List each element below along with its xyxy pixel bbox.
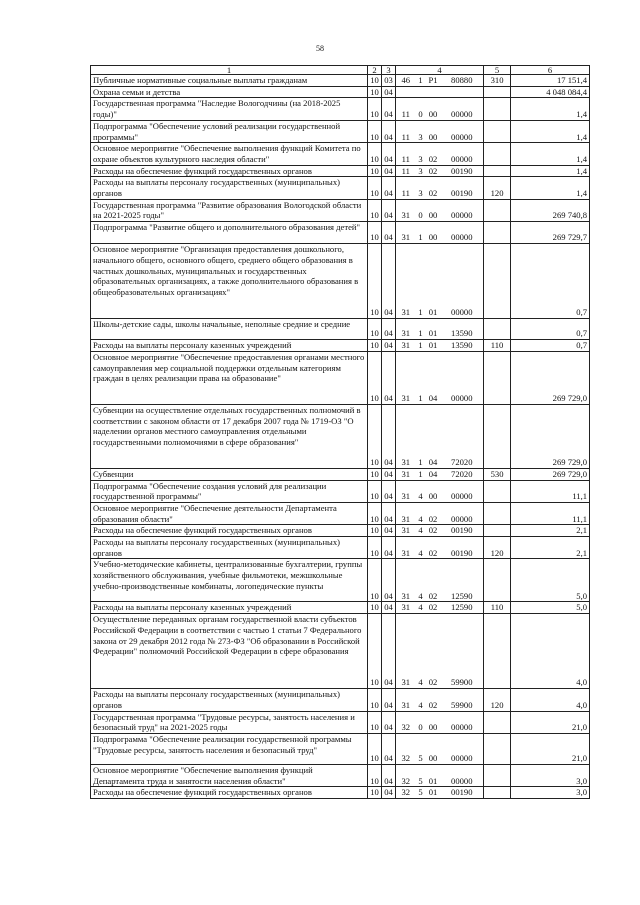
table-row bbox=[91, 340, 590, 352]
header-cell-amount: 6 bbox=[511, 66, 590, 75]
table-row bbox=[91, 502, 590, 524]
budget-table bbox=[90, 65, 590, 799]
activity-code: 01 bbox=[426, 319, 441, 340]
program-code: 11 bbox=[396, 143, 416, 165]
row-name: Субвенции bbox=[91, 468, 368, 480]
activity-code: 02 bbox=[426, 143, 441, 165]
subprogram-code: 5 bbox=[416, 733, 426, 764]
activity-code: 02 bbox=[426, 525, 441, 537]
section-code: 10 bbox=[368, 340, 382, 352]
expense-type-code bbox=[484, 787, 511, 799]
expense-type-code bbox=[484, 143, 511, 165]
expense-type-code bbox=[484, 480, 511, 502]
subprogram-code: 1 bbox=[416, 468, 426, 480]
program-code: 31 bbox=[396, 537, 416, 559]
program-code: 31 bbox=[396, 351, 416, 404]
program-code: 31 bbox=[396, 602, 416, 614]
table-row bbox=[91, 764, 590, 786]
expense-type-code bbox=[484, 404, 511, 468]
table-row bbox=[91, 559, 590, 602]
table-row bbox=[91, 525, 590, 537]
section-code: 10 bbox=[368, 351, 382, 404]
direction-code: 00190 bbox=[441, 525, 484, 537]
amount: 11,1 bbox=[511, 480, 590, 502]
direction-code: 72020 bbox=[441, 404, 484, 468]
table-row bbox=[91, 177, 590, 199]
subsection-code: 04 bbox=[382, 614, 396, 689]
activity-code: 02 bbox=[426, 537, 441, 559]
activity-code: 00 bbox=[426, 711, 441, 733]
activity-code: 00 bbox=[426, 480, 441, 502]
program-code: 31 bbox=[396, 199, 416, 221]
subprogram-code: 1 bbox=[416, 340, 426, 352]
row-name: Охрана семьи и детства bbox=[91, 86, 368, 98]
section-code: 10 bbox=[368, 711, 382, 733]
row-name: Учебно-методические кабинеты, централизованные бухгалтерии, группы хозяйственного обслуживания, учебные фильмотеки, межшкольные учебно-производственные комбинаты, логопедические пункты bbox=[91, 559, 368, 602]
subprogram-code: 1 bbox=[416, 222, 426, 244]
activity-code: 04 bbox=[426, 468, 441, 480]
direction-code: 00000 bbox=[441, 711, 484, 733]
header-cell-name: 1 bbox=[91, 66, 368, 75]
amount: 1,4 bbox=[511, 120, 590, 142]
row-name: Расходы на выплаты персоналу государственных (муниципальных) органов bbox=[91, 177, 368, 199]
direction-code: 00190 bbox=[441, 787, 484, 799]
amount: 4,0 bbox=[511, 689, 590, 711]
table-row bbox=[91, 98, 590, 120]
table-row bbox=[91, 86, 590, 98]
section-code: 10 bbox=[368, 614, 382, 689]
subprogram-code: 0 bbox=[416, 199, 426, 221]
section-code: 10 bbox=[368, 404, 382, 468]
direction-code: 72020 bbox=[441, 468, 484, 480]
expense-type-code bbox=[484, 319, 511, 340]
table-row bbox=[91, 75, 590, 87]
subsection-code: 04 bbox=[382, 525, 396, 537]
program-code: 31 bbox=[396, 525, 416, 537]
header-cell-section: 2 bbox=[368, 66, 382, 75]
subsection-code: 04 bbox=[382, 602, 396, 614]
row-name: Подпрограмма "Обеспечение реализации государственной программы "Трудовые ресурсы, занятость населения и безопасный труд" bbox=[91, 733, 368, 764]
amount: 5,0 bbox=[511, 559, 590, 602]
subprogram-code: 1 bbox=[416, 404, 426, 468]
subprogram-code: 1 bbox=[416, 75, 426, 87]
table-row bbox=[91, 143, 590, 165]
subprogram-code: 4 bbox=[416, 614, 426, 689]
activity-code: 01 bbox=[426, 787, 441, 799]
direction-code: 00000 bbox=[441, 733, 484, 764]
amount: 1,4 bbox=[511, 98, 590, 120]
table-row bbox=[91, 222, 590, 244]
subsection-code: 04 bbox=[382, 98, 396, 120]
program-code: 11 bbox=[396, 165, 416, 177]
program-code: 31 bbox=[396, 404, 416, 468]
direction-code: 80880 bbox=[441, 75, 484, 87]
subsection-code: 04 bbox=[382, 199, 396, 221]
direction-code: 00000 bbox=[441, 222, 484, 244]
program-code: 32 bbox=[396, 711, 416, 733]
section-code: 10 bbox=[368, 222, 382, 244]
program-code: 31 bbox=[396, 222, 416, 244]
header-cell-expense-type: 5 bbox=[484, 66, 511, 75]
table-row bbox=[91, 537, 590, 559]
subprogram-code: 1 bbox=[416, 319, 426, 340]
amount: 5,0 bbox=[511, 602, 590, 614]
direction-code: 00190 bbox=[441, 165, 484, 177]
program-code: 32 bbox=[396, 787, 416, 799]
program-code: 31 bbox=[396, 502, 416, 524]
activity-code: 00 bbox=[426, 733, 441, 764]
expense-type-code: 120 bbox=[484, 177, 511, 199]
amount: 2,1 bbox=[511, 525, 590, 537]
activity-code: 02 bbox=[426, 502, 441, 524]
expense-type-code bbox=[484, 222, 511, 244]
row-name: Основное мероприятие "Обеспечение предоставления органами местного самоуправления мер социальной поддержки отдельным категориям граждан в целях реализации права на образование" bbox=[91, 351, 368, 404]
program-code: 31 bbox=[396, 480, 416, 502]
amount: 0,7 bbox=[511, 244, 590, 319]
table-row bbox=[91, 319, 590, 340]
expense-type-code bbox=[484, 525, 511, 537]
row-name: Основное мероприятие "Обеспечение деятельности Департамента образования области" bbox=[91, 502, 368, 524]
amount: 4,0 bbox=[511, 614, 590, 689]
section-code: 10 bbox=[368, 689, 382, 711]
program-code: 11 bbox=[396, 98, 416, 120]
section-code: 10 bbox=[368, 602, 382, 614]
direction-code: 00000 bbox=[441, 98, 484, 120]
section-code: 10 bbox=[368, 98, 382, 120]
expense-type-code bbox=[484, 165, 511, 177]
amount: 3,0 bbox=[511, 764, 590, 786]
row-name: Государственная программа "Развитие образования Вологодской области на 2021-2025 годы" bbox=[91, 199, 368, 221]
section-code: 10 bbox=[368, 199, 382, 221]
subsection-code: 04 bbox=[382, 340, 396, 352]
direction-code: 00000 bbox=[441, 143, 484, 165]
activity-code: 02 bbox=[426, 165, 441, 177]
section-code: 10 bbox=[368, 143, 382, 165]
subsection-code: 03 bbox=[382, 75, 396, 87]
section-code: 10 bbox=[368, 480, 382, 502]
direction-code: 00000 bbox=[441, 351, 484, 404]
row-name: Публичные нормативные социальные выплаты гражданам bbox=[91, 75, 368, 87]
activity-code: 00 bbox=[426, 98, 441, 120]
activity-code: 00 bbox=[426, 199, 441, 221]
row-name: Расходы на обеспечение функций государственных органов bbox=[91, 787, 368, 799]
row-name: Государственная программа "Наследие Вологодчины (на 2018-2025 годы)" bbox=[91, 98, 368, 120]
direction-code: 12590 bbox=[441, 559, 484, 602]
subprogram-code: 4 bbox=[416, 689, 426, 711]
direction-code: 13590 bbox=[441, 340, 484, 352]
section-code: 10 bbox=[368, 244, 382, 319]
direction-code: 59900 bbox=[441, 689, 484, 711]
expense-type-code bbox=[484, 120, 511, 142]
direction-code: 12590 bbox=[441, 602, 484, 614]
expense-type-code bbox=[484, 351, 511, 404]
subprogram-code: 4 bbox=[416, 559, 426, 602]
program-code: 31 bbox=[396, 559, 416, 602]
activity-code: 02 bbox=[426, 559, 441, 602]
expense-type-code bbox=[484, 98, 511, 120]
subprogram-code: 1 bbox=[416, 244, 426, 319]
program-code: 31 bbox=[396, 319, 416, 340]
subsection-code: 04 bbox=[382, 86, 396, 98]
amount: 1,4 bbox=[511, 165, 590, 177]
subprogram-code: 3 bbox=[416, 165, 426, 177]
section-code: 10 bbox=[368, 559, 382, 602]
subsection-code: 04 bbox=[382, 689, 396, 711]
table-row bbox=[91, 480, 590, 502]
subsection-code: 04 bbox=[382, 559, 396, 602]
subprogram-code bbox=[416, 86, 426, 98]
row-name: Школы-детские сады, школы начальные, неполные средние и средние bbox=[91, 319, 368, 340]
activity-code: 04 bbox=[426, 404, 441, 468]
row-name: Расходы на обеспечение функций государственных органов bbox=[91, 165, 368, 177]
direction-code: 00190 bbox=[441, 537, 484, 559]
activity-code: 02 bbox=[426, 689, 441, 711]
activity-code: 02 bbox=[426, 177, 441, 199]
subsection-code: 04 bbox=[382, 351, 396, 404]
activity-code: 01 bbox=[426, 244, 441, 319]
program-code: 32 bbox=[396, 764, 416, 786]
activity-code: 04 bbox=[426, 351, 441, 404]
expense-type-code: 110 bbox=[484, 602, 511, 614]
subprogram-code: 5 bbox=[416, 764, 426, 786]
row-name: Осуществление переданных органам государственной власти субъектов Российской Федерации в соответствии с частью 1 статьи 7 Федерального закона от 29 декабря 2012 года № 273-ФЗ "Об образовании в Российской Федерации" полномочий Российской Федерации в сфере образования bbox=[91, 614, 368, 689]
section-code: 10 bbox=[368, 120, 382, 142]
subsection-code: 04 bbox=[382, 120, 396, 142]
direction-code: 00190 bbox=[441, 177, 484, 199]
section-code: 10 bbox=[368, 733, 382, 764]
row-name: Подпрограмма "Развитие общего и дополнительного образования детей" bbox=[91, 222, 368, 244]
subsection-code: 04 bbox=[382, 711, 396, 733]
table-row bbox=[91, 244, 590, 319]
amount: 11,1 bbox=[511, 502, 590, 524]
table-row bbox=[91, 787, 590, 799]
direction-code: 59900 bbox=[441, 614, 484, 689]
subsection-code: 04 bbox=[382, 537, 396, 559]
amount: 1,4 bbox=[511, 143, 590, 165]
table-row bbox=[91, 614, 590, 689]
activity-code bbox=[426, 86, 441, 98]
section-code: 10 bbox=[368, 537, 382, 559]
header-cell-program-code: 4 bbox=[396, 66, 484, 75]
subsection-code: 04 bbox=[382, 404, 396, 468]
subsection-code: 04 bbox=[382, 787, 396, 799]
activity-code: 02 bbox=[426, 614, 441, 689]
row-name: Основное мероприятие "Организация предоставления дошкольного, начального общего, основного общего, среднего общего образования в частных дошкольных, муниципальных и государственных образовательных организациях, а также дополнительного образования в общеобразовательных организациях" bbox=[91, 244, 368, 319]
expense-type-code bbox=[484, 502, 511, 524]
program-code: 32 bbox=[396, 733, 416, 764]
subsection-code: 04 bbox=[382, 502, 396, 524]
subprogram-code: 5 bbox=[416, 787, 426, 799]
activity-code: 02 bbox=[426, 602, 441, 614]
activity-code: 00 bbox=[426, 222, 441, 244]
table-row bbox=[91, 689, 590, 711]
header-row bbox=[91, 66, 590, 75]
expense-type-code bbox=[484, 559, 511, 602]
subprogram-code: 3 bbox=[416, 143, 426, 165]
expense-type-code: 120 bbox=[484, 537, 511, 559]
subsection-code: 04 bbox=[382, 244, 396, 319]
row-name: Основное мероприятие "Обеспечение выполнения функций Комитета по охране объектов культурного наследия области" bbox=[91, 143, 368, 165]
program-code: 11 bbox=[396, 177, 416, 199]
table-row bbox=[91, 120, 590, 142]
expense-type-code: 110 bbox=[484, 340, 511, 352]
amount: 1,4 bbox=[511, 177, 590, 199]
amount: 17 151,4 bbox=[511, 75, 590, 87]
subsection-code: 04 bbox=[382, 319, 396, 340]
amount: 4 048 084,4 bbox=[511, 86, 590, 98]
subsection-code: 04 bbox=[382, 468, 396, 480]
direction-code: 00000 bbox=[441, 199, 484, 221]
direction-code: 00000 bbox=[441, 764, 484, 786]
activity-code: 01 bbox=[426, 764, 441, 786]
direction-code: 00000 bbox=[441, 244, 484, 319]
header-cell-subsection: 3 bbox=[382, 66, 396, 75]
expense-type-code: 120 bbox=[484, 689, 511, 711]
amount: 0,7 bbox=[511, 340, 590, 352]
table-row bbox=[91, 165, 590, 177]
subprogram-code: 4 bbox=[416, 525, 426, 537]
section-code: 10 bbox=[368, 86, 382, 98]
row-name: Расходы на выплаты персоналу казенных учреждений bbox=[91, 340, 368, 352]
subprogram-code: 3 bbox=[416, 120, 426, 142]
subprogram-code: 4 bbox=[416, 480, 426, 502]
subprogram-code: 4 bbox=[416, 502, 426, 524]
program-code: 31 bbox=[396, 468, 416, 480]
expense-type-code bbox=[484, 199, 511, 221]
activity-code: 00 bbox=[426, 120, 441, 142]
amount: 269 740,8 bbox=[511, 199, 590, 221]
table-row bbox=[91, 468, 590, 480]
program-code: 31 bbox=[396, 244, 416, 319]
direction-code: 00000 bbox=[441, 502, 484, 524]
expense-type-code bbox=[484, 764, 511, 786]
program-code: 31 bbox=[396, 340, 416, 352]
row-name: Расходы на выплаты персоналу государственных (муниципальных) органов bbox=[91, 537, 368, 559]
section-code: 10 bbox=[368, 468, 382, 480]
row-name: Расходы на выплаты персоналу казенных учреждений bbox=[91, 602, 368, 614]
subsection-code: 04 bbox=[382, 480, 396, 502]
subsection-code: 04 bbox=[382, 177, 396, 199]
expense-type-code: 530 bbox=[484, 468, 511, 480]
row-name: Основное мероприятие "Обеспечение выполнения функций Департамента труда и занятости населения области" bbox=[91, 764, 368, 786]
subprogram-code: 3 bbox=[416, 177, 426, 199]
table-row bbox=[91, 733, 590, 764]
direction-code: 00000 bbox=[441, 480, 484, 502]
program-code: 31 bbox=[396, 689, 416, 711]
table-row bbox=[91, 602, 590, 614]
amount: 21,0 bbox=[511, 711, 590, 733]
program-code: 46 bbox=[396, 75, 416, 87]
program-code: 11 bbox=[396, 120, 416, 142]
amount: 3,0 bbox=[511, 787, 590, 799]
amount: 0,7 bbox=[511, 319, 590, 340]
row-name: Государственная программа "Трудовые ресурсы, занятость населения и безопасный труд" на 2021-2025 годы bbox=[91, 711, 368, 733]
section-code: 10 bbox=[368, 525, 382, 537]
table-row bbox=[91, 711, 590, 733]
amount: 269 729,0 bbox=[511, 468, 590, 480]
expense-type-code bbox=[484, 86, 511, 98]
section-code: 10 bbox=[368, 75, 382, 87]
subsection-code: 04 bbox=[382, 165, 396, 177]
table-row bbox=[91, 404, 590, 468]
row-name: Субвенции на осуществление отдельных государственных полномочий в соответствии с законом области от 17 декабря 2007 года № 1719-ОЗ "О наделении органов местного самоуправления отдельными государственными полномочиями в сфере образования" bbox=[91, 404, 368, 468]
subsection-code: 04 bbox=[382, 733, 396, 764]
subprogram-code: 4 bbox=[416, 602, 426, 614]
row-name: Подпрограмма "Обеспечение условий реализации государственной программы" bbox=[91, 120, 368, 142]
expense-type-code bbox=[484, 244, 511, 319]
subsection-code: 04 bbox=[382, 764, 396, 786]
amount: 269 729,0 bbox=[511, 351, 590, 404]
subprogram-code: 1 bbox=[416, 351, 426, 404]
row-name: Расходы на обеспечение функций государственных органов bbox=[91, 525, 368, 537]
amount: 269 729,7 bbox=[511, 222, 590, 244]
direction-code: 00000 bbox=[441, 120, 484, 142]
section-code: 10 bbox=[368, 177, 382, 199]
activity-code: P1 bbox=[426, 75, 441, 87]
amount: 2,1 bbox=[511, 537, 590, 559]
program-code: 31 bbox=[396, 614, 416, 689]
amount: 21,0 bbox=[511, 733, 590, 764]
section-code: 10 bbox=[368, 319, 382, 340]
expense-type-code: 310 bbox=[484, 75, 511, 87]
direction-code: 13590 bbox=[441, 319, 484, 340]
expense-type-code bbox=[484, 733, 511, 764]
activity-code: 01 bbox=[426, 340, 441, 352]
page-number: 58 bbox=[316, 44, 324, 53]
subsection-code: 04 bbox=[382, 143, 396, 165]
row-name: Подпрограмма "Обеспечение создания условий для реализации государственной программы" bbox=[91, 480, 368, 502]
subprogram-code: 0 bbox=[416, 711, 426, 733]
table-row bbox=[91, 199, 590, 221]
expense-type-code bbox=[484, 711, 511, 733]
subprogram-code: 4 bbox=[416, 537, 426, 559]
expense-type-code bbox=[484, 614, 511, 689]
amount: 269 729,0 bbox=[511, 404, 590, 468]
direction-code bbox=[441, 86, 484, 98]
section-code: 10 bbox=[368, 764, 382, 786]
row-name: Расходы на выплаты персоналу государственных (муниципальных) органов bbox=[91, 689, 368, 711]
subsection-code: 04 bbox=[382, 222, 396, 244]
section-code: 10 bbox=[368, 787, 382, 799]
program-code bbox=[396, 86, 416, 98]
subprogram-code: 0 bbox=[416, 98, 426, 120]
section-code: 10 bbox=[368, 165, 382, 177]
section-code: 10 bbox=[368, 502, 382, 524]
table-row bbox=[91, 351, 590, 404]
